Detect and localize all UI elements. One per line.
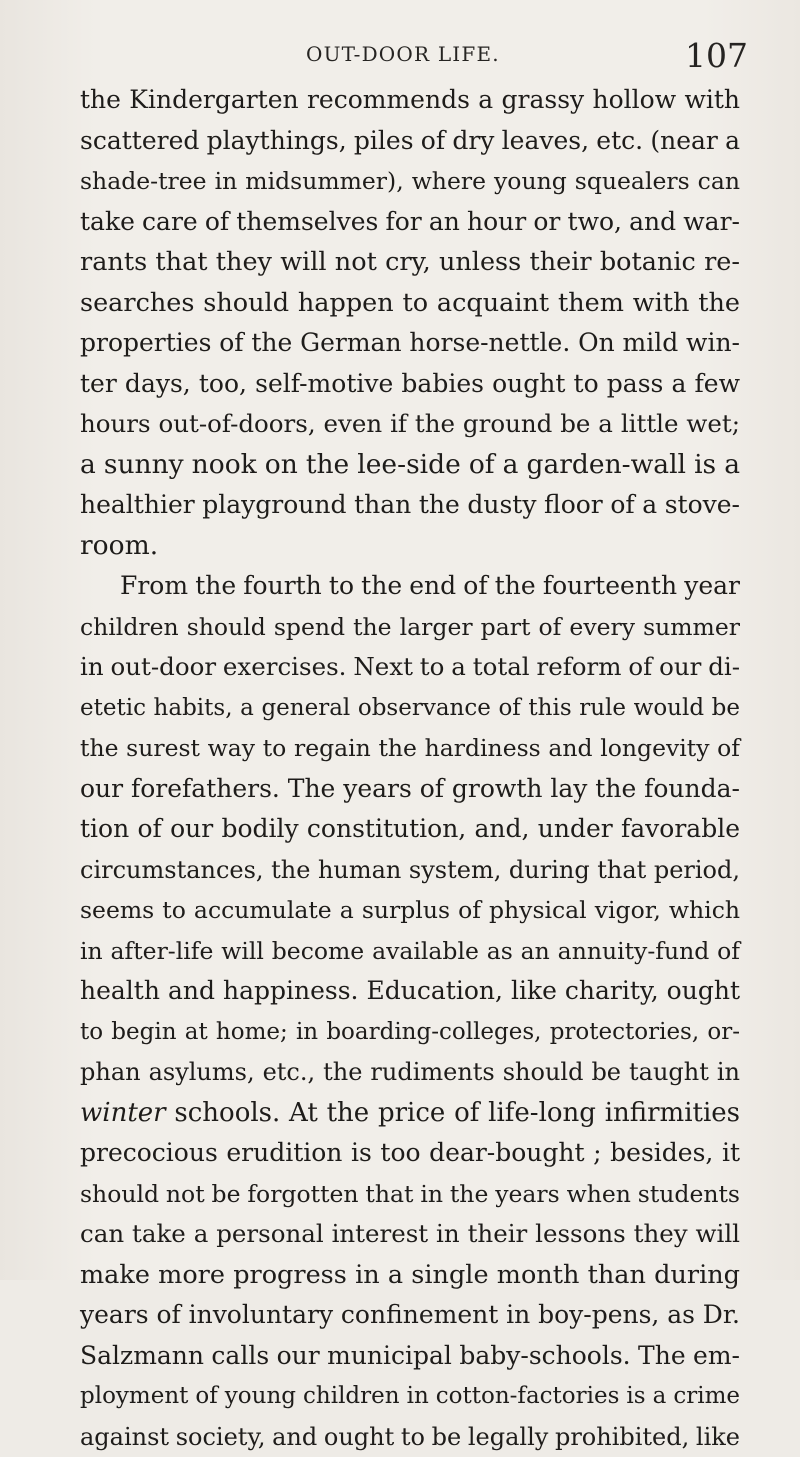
text-line: ter days, too, self-motive babies ought to pass a few bbox=[80, 364, 740, 405]
page-number: 107 bbox=[685, 36, 748, 75]
text-line: can take a personal interest in their lessons they will bbox=[80, 1214, 740, 1255]
text-line: room. bbox=[80, 526, 740, 567]
paragraph-start-line: From the fourth to the end of the fourteenth year bbox=[80, 566, 740, 607]
text-line: years of involuntary confinement in boy-pens, as Dr. bbox=[80, 1295, 740, 1336]
text-line-with-italic bbox=[80, 1093, 740, 1134]
text-line-remainder: schools. At the price of life-long infirmities bbox=[174, 1098, 740, 1128]
text-line: rants that they will not cry, unless their botanic re- bbox=[80, 242, 740, 283]
text-line: hours out-of-doors, even if the ground be a little wet; bbox=[80, 404, 740, 445]
text-line: healthier playground than the dusty floor of a stove- bbox=[80, 485, 740, 526]
text-line: take care of themselves for an hour or two, and war- bbox=[80, 202, 740, 243]
text-line: against society, and ought to be legally prohibited, like bbox=[80, 1417, 740, 1457]
body-text bbox=[80, 80, 740, 1457]
text-line: etetic habits, a general observance of this rule would be bbox=[80, 688, 740, 729]
running-head: OUT-DOOR LIFE. bbox=[306, 42, 500, 66]
text-line: shade-tree in midsummer), where young squealers can bbox=[80, 161, 740, 202]
text-line: seems to accumulate a surplus of physical vigor, which bbox=[80, 890, 740, 931]
text-line: phan asylums, etc., the rudiments should be taught in bbox=[80, 1052, 740, 1093]
page-header bbox=[0, 36, 800, 76]
text-line: searches should happen to acquaint them with the bbox=[80, 283, 740, 324]
text-line: the Kindergarten recommends a grassy hollow with bbox=[80, 80, 740, 121]
text-line: health and happiness. Education, like charity, ought bbox=[80, 971, 740, 1012]
text-line: in out-door exercises. Next to a total reform of our di- bbox=[80, 647, 740, 688]
text-line: circumstances, the human system, during that period, bbox=[80, 850, 740, 891]
text-line: scattered playthings, piles of dry leaves, etc. (near a bbox=[80, 121, 740, 162]
text-line: precocious erudition is too dear-bought ; besides, it bbox=[80, 1133, 740, 1174]
text-line: a sunny nook on the lee-side of a garden-wall is a bbox=[80, 445, 740, 486]
text-line: ployment of young children in cotton-factories is a crime bbox=[80, 1376, 740, 1417]
text-line: properties of the German horse-nettle. On mild win- bbox=[80, 323, 740, 364]
text-line: in after-life will become available as an annuity-fund of bbox=[80, 931, 740, 972]
text-line: Salzmann calls our municipal baby-schools. The em- bbox=[80, 1336, 740, 1377]
text-line: tion of our bodily constitution, and, under favorable bbox=[80, 809, 740, 850]
text-line: make more progress in a single month than during bbox=[80, 1255, 740, 1296]
text-line: children should spend the larger part of every summer bbox=[80, 607, 740, 648]
text-line: the surest way to regain the hardiness and longevity of bbox=[80, 728, 740, 769]
text-line: our forefathers. The years of growth lay the founda- bbox=[80, 769, 740, 810]
italic-phrase: winter bbox=[80, 1098, 166, 1128]
text-line: should not be forgotten that in the years when students bbox=[80, 1174, 740, 1215]
text-line: to begin at home; in boarding-colleges, protectories, or- bbox=[80, 1012, 740, 1053]
